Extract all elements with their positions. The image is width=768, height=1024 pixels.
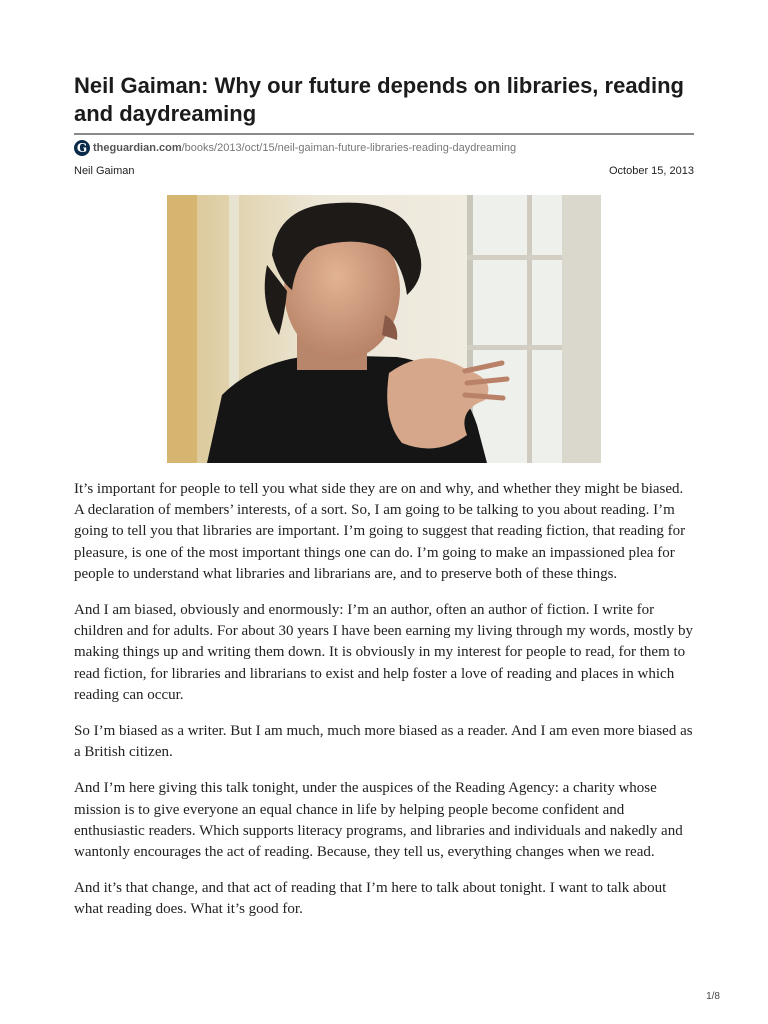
article-meta [74,165,694,177]
author-name: Neil Gaiman [74,165,135,177]
body-paragraph: It’s important for people to tell you what side they are on and why, and whether they might be biased. A declaration of members’ interests, of a sort. So, I am going to be talking to you about reading. I’m going to tell you that libraries are important. I’m going to suggest that reading fiction, that reading for pleasure, is one of the most important things one can do. I’m going to make an impassioned plea for people to understand what libraries and librarians are, and to preserve both of these things. [74,481,686,582]
body-paragraph: And I’m here giving this talk tonight, under the auspices of the Reading Agency: a charity whose mission is to give everyone an equal chance in life by helping people become confident and enthusiastic readers. Which supports literacy programs, and libraries and individuals and nakedly and wantonly encourages the act of reading. Because, they tell us, everything changes when we read. [74,780,683,861]
author-photo-illustration [167,195,601,463]
guardian-g-icon: G [74,140,90,156]
article-body [74,479,694,936]
author-photo [167,195,601,463]
article-title: Neil Gaiman: Why our future depends on libraries, reading and daydreaming [74,73,684,126]
page-indicator: 1/8 [706,991,720,1002]
source-path[interactable]: /books/2013/oct/15/neil-gaiman-future-libraries-reading-daydreaming [181,142,517,154]
source-domain[interactable]: theguardian.com [93,142,182,154]
body-paragraph: So I’m biased as a writer. But I am much, much more biased as a reader. And I am even more biased as a British citizen. [74,723,693,761]
title-divider [74,133,694,135]
body-paragraph: And it’s that change, and that act of reading that I’m here to talk about tonight. I want to talk about what reading does. What it’s good for. [74,880,667,918]
source-link[interactable] [74,139,516,157]
body-paragraph: And I am biased, obviously and enormously: I’m an author, often an author of fiction. I write for children and for adults. For about 30 years I have been earning my living through my words, mostly by making things up and writing them down. It is obviously in my interest for people to read, for them to read fiction, for libraries and librarians to exist and help foster a love of reading and places in which reading can occur. [74,602,694,703]
publish-date: October 15, 2013 [608,165,694,177]
